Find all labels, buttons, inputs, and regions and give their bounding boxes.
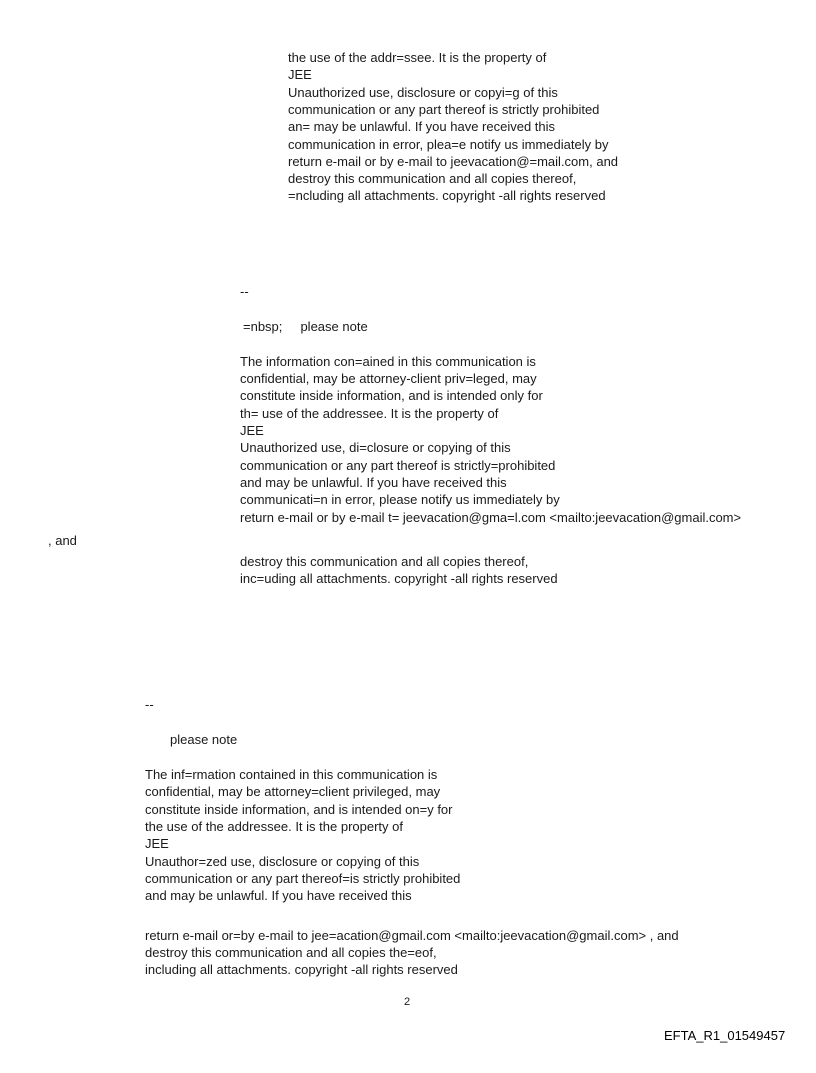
separator: --: [145, 697, 154, 712]
text-line: communicati=n in error, please notify us immediately by: [240, 492, 560, 507]
text-line: and may be unlawful. If you have received this: [145, 888, 412, 903]
page-number: 2: [404, 996, 411, 1008]
please-note-heading: =nbsp; please note: [243, 319, 368, 334]
text-line: JEE: [145, 836, 169, 851]
text-line: destroy this communication and all copies thereof,: [288, 171, 577, 186]
text-line: the use of the addressee. It is the property of: [145, 819, 403, 834]
text-line: communication or any part thereof is strictly prohibited: [288, 102, 600, 117]
text-line: communication or any part thereof=is strictly prohibited: [145, 871, 461, 886]
text-line: destroy this communication and all copies thereof,: [240, 554, 529, 569]
text-line: destroy this communication and all copies the=eof,: [145, 945, 437, 960]
text-line: confidential, may be attorney=client privileged, may: [145, 784, 441, 799]
text-line: Unauthorized use, di=closure or copying of this: [240, 440, 511, 455]
text-line: confidential, may be attorney-client priv=leged, may: [240, 371, 537, 386]
text-line: constitute inside information, and is intended on=y for: [145, 802, 453, 817]
text-line: including all attachments. copyright -all rights reserved: [145, 962, 458, 977]
text-line: JEE: [288, 67, 312, 82]
text-line: th= use of the addressee. It is the property of: [240, 406, 499, 421]
text-line: =ncluding all attachments. copyright -all rights reserved: [288, 188, 606, 203]
text-line: inc=uding all attachments. copyright -all rights reserved: [240, 571, 558, 586]
text-line: The inf=rmation contained in this communication is: [145, 767, 438, 782]
wrapped-fragment: , and: [48, 533, 77, 548]
text-line: return e-mail or by e-mail to jeevacation@=mail.com, and: [288, 154, 619, 169]
text-line: The information con=ained in this communication is: [240, 354, 536, 369]
document-id: EFTA_R1_01549457: [664, 1028, 786, 1043]
text-line: communication or any part thereof is strictly=prohibited: [240, 458, 556, 473]
text-line: constitute inside information, and is intended only for: [240, 388, 543, 403]
text-line: return e-mail or by e-mail t= jeevacation@gma=l.com <mailto:jeevacation@gmail.com>: [240, 510, 742, 525]
text-line: return e-mail or=by e-mail to jee=acation@gmail.com <mailto:jeevacation@gmail.com> , and: [145, 928, 679, 943]
text-line: an= may be unlawful. If you have received this: [288, 119, 556, 134]
text-line: and may be unlawful. If you have received this: [240, 475, 507, 490]
please-note-heading: please note: [170, 732, 238, 747]
text-line: communication in error, plea=e notify us immediately by: [288, 137, 609, 152]
text-line: the use of the addr=ssee. It is the property of: [288, 50, 547, 65]
text-line: Unauthor=zed use, disclosure or copying of this: [145, 854, 420, 869]
text-line: JEE: [240, 423, 264, 438]
text-line: Unauthorized use, disclosure or copyi=g of this: [288, 85, 558, 100]
separator: --: [240, 284, 249, 299]
